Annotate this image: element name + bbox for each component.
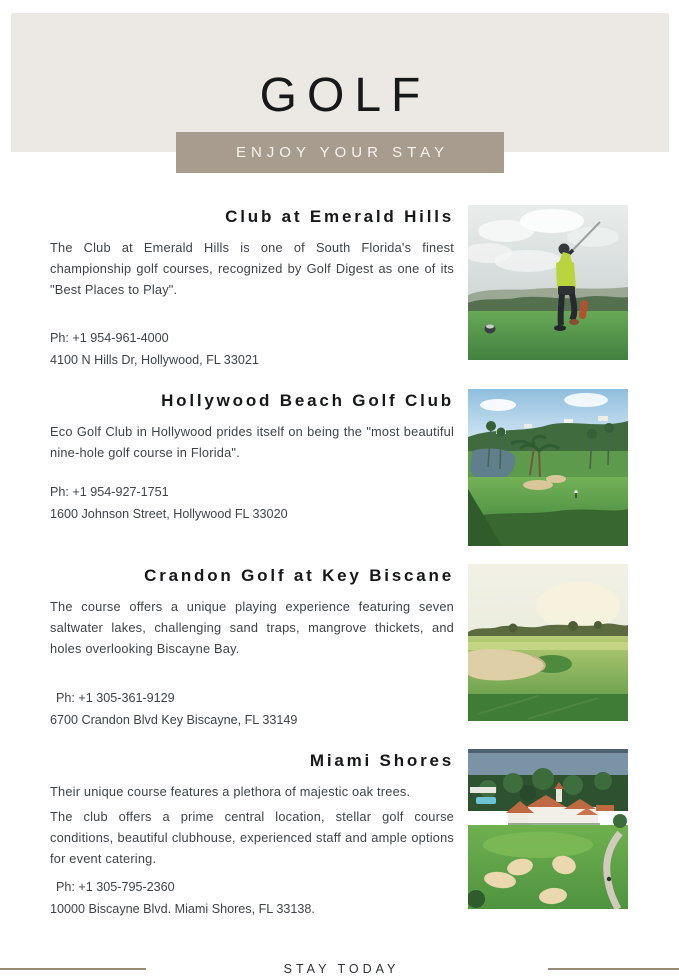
club-section-miami-shores: [0, 749, 679, 920]
footer: [0, 958, 679, 980]
palm-course-pond-photo: [468, 389, 628, 546]
club-section-hollywood-beach: [0, 389, 679, 546]
club-address: 1600 Johnson Street, Hollywood FL 33020: [50, 507, 288, 521]
footer-rule-right: [548, 968, 679, 970]
club-contact: [50, 481, 454, 525]
club-text-emerald-hills: [50, 205, 454, 371]
club-name: Hollywood Beach Golf Club: [161, 391, 454, 410]
club-phone: Ph: +1 305-795-2360: [56, 880, 175, 894]
palm-course-pond-illustration: [468, 389, 628, 546]
golf-flyer-page: [0, 13, 679, 976]
fairway-sand-bunker-photo: [468, 564, 628, 721]
club-text-crandon-golf: [50, 564, 454, 731]
hero-banner: [11, 13, 669, 161]
club-name: Miami Shores: [309, 751, 454, 770]
golfer-teeing-off-illustration: [468, 205, 628, 360]
club-description: Eco Golf Club in Hollywood prides itself on being the "most beautiful nine-hole golf course in Florida".: [50, 424, 454, 460]
footer-rule-left: [0, 968, 146, 970]
club-description: The Club at Emerald Hills is one of South Florida's finest championship golf courses, recognized by Golf Digest as one of its "Best Places to Play".: [50, 240, 454, 297]
club-phone: Ph: +1 954-961-4000: [50, 331, 169, 345]
subtitle-ribbon: [176, 132, 504, 173]
club-name: Crandon Golf at Key Biscane: [144, 566, 454, 585]
club-name: Club at Emerald Hills: [225, 207, 454, 226]
club-address: 6700 Crandon Blvd Key Biscayne, FL 33149: [50, 713, 298, 727]
fairway-sand-bunker-illustration: [468, 564, 628, 721]
aerial-clubhouse-illustration: [468, 749, 628, 909]
club-section-crandon-golf: [0, 564, 679, 731]
footer-text: STAY TODAY: [283, 962, 400, 976]
club-text-hollywood-beach: [50, 389, 454, 525]
club-description-line1: Their unique course features a plethora of majestic oak trees.: [50, 784, 411, 799]
club-contact: [50, 876, 454, 920]
club-list: [0, 152, 679, 920]
aerial-clubhouse-photo: [468, 749, 628, 909]
club-phone: Ph: +1 305-361-9129: [56, 691, 175, 705]
club-text-miami-shores: [50, 749, 454, 920]
golfer-teeing-off-photo: [468, 205, 628, 360]
club-phone: Ph: +1 954-927-1751: [50, 485, 169, 499]
page-title: GOLF: [259, 69, 431, 122]
club-address: 4100 N Hills Dr, Hollywood, FL 33021: [50, 353, 259, 367]
club-section-emerald-hills: [0, 205, 679, 371]
club-description: The course offers a unique playing experience featuring seven saltwater lakes, challenging sand traps, mangrove thickets, and holes overlooking Biscayne Bay.: [50, 599, 454, 656]
club-contact: [50, 687, 454, 731]
club-description-line2: The club offers a prime central location, stellar golf course conditions, beautiful clubhouse, experienced staff and ample options for event catering.: [50, 809, 454, 866]
subtitle-text: ENJOY YOUR STAY: [235, 144, 450, 161]
club-address: 10000 Biscayne Blvd. Miami Shores, FL 33138.: [50, 902, 315, 916]
club-contact: [50, 327, 454, 371]
